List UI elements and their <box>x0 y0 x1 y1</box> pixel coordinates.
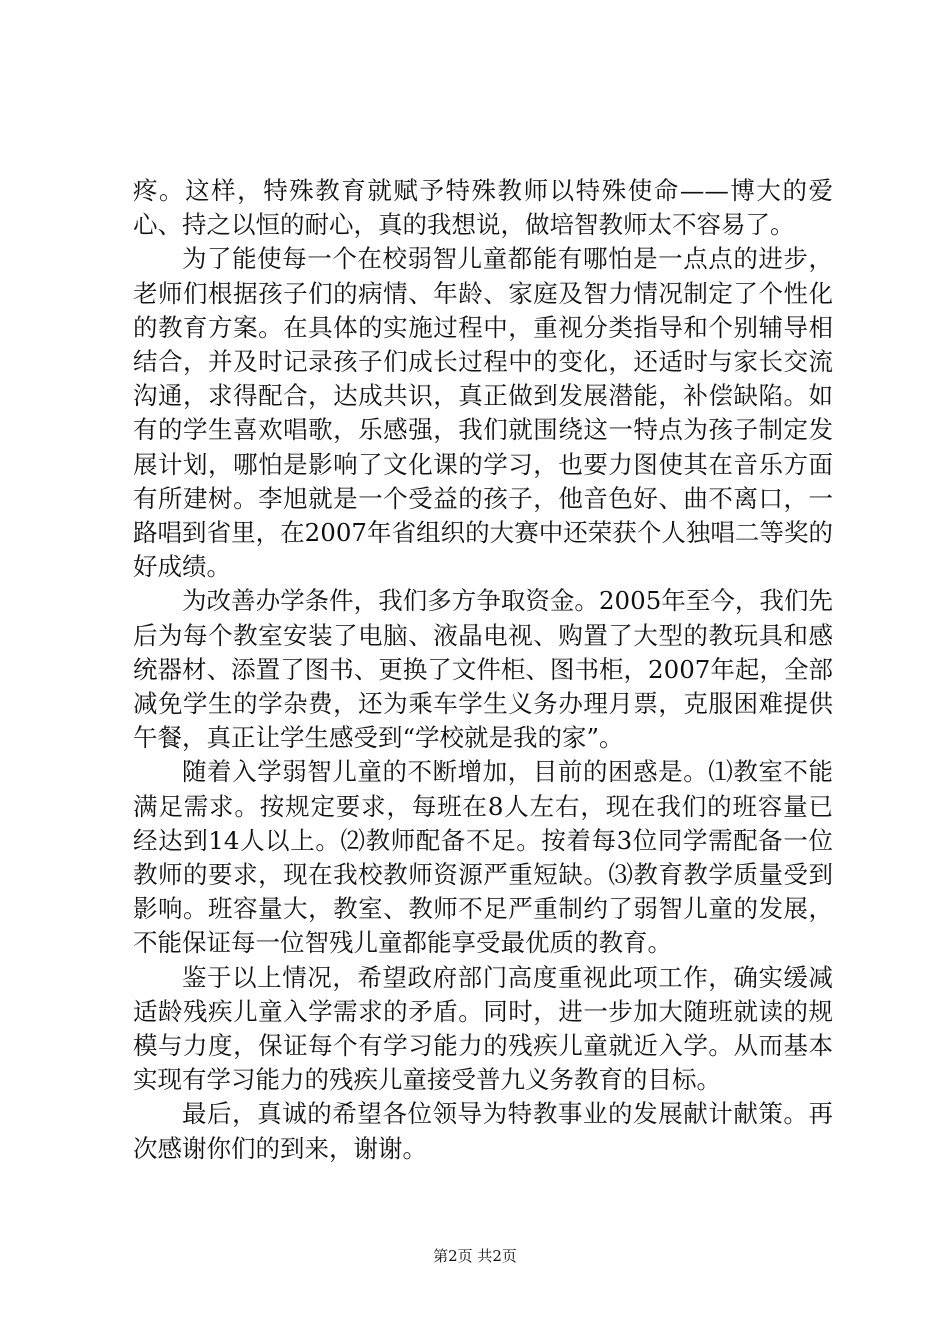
paragraph-request: 鉴于以上情况，希望政府部门高度重视此项工作，确实缓减适龄残疾儿童入学需求的矛盾。同时，进一步加大随班就读的规模与力度，保证每个有学习能力的残疾儿童就近入学。从而基本实现有学习能力的残疾儿童接受普九义务教育的目标。 <box>133 962 833 1095</box>
document-body <box>133 174 833 1166</box>
paragraph-school-conditions: 为改善办学条件，我们多方争取资金。2005年至今，我们先后为每个教室安装了电脑、液晶电视、购置了大型的教玩具和感统器材、添置了图书、更换了文件柜、图书柜，2007年起，全部减免学生的学杂费，还为乘车学生义务办理月票，克服困难提供午餐，真正让学生感受到“学校就是我的家”。 <box>133 586 833 753</box>
paragraph-closing: 最后，真诚的希望各位领导为特教事业的发展献计献策。再次感谢你们的到来，谢谢。 <box>133 1099 833 1163</box>
page-number-footer: 第2页 共2页 <box>433 1247 517 1265</box>
paragraph-education-plan: 为了能使每一个在校弱智儿童都能有哪怕是一点点的进步，老师们根据孩子们的病情、年龄、家庭及智力情况制定了个性化的教育方案。在具体的实施过程中，重视分类指导和个别辅导相结合，并及时记录孩子们成长过程中的变化，还适时与家长交流沟通，求得配合，达成共识，真正做到发展潜能，补偿缺陷。如有的学生喜欢唱歌，乐感强，我们就围绕这一特点为孩子制定发展计划，哪怕是影响了文化课的学习，也要力图使其在音乐方面有所建树。李旭就是一个受益的孩子，他音色好、曲不离口，一路唱到省里，在2007年省组织的大赛中还荣获个人独唱二等奖的好成绩。 <box>133 244 833 582</box>
paragraph-continuation: 疼。这样，特殊教育就赋予特殊教师以特殊使命——博大的爱心、持之以恒的耐心，真的我想说，做培智教师太不容易了。 <box>133 176 833 240</box>
paragraph-current-difficulties: 随着入学弱智儿童的不断增加，目前的困惑是。⑴教室不能满足需求。按规定要求，每班在8人左右，现在我们的班容量已经达到14人以上。⑵教师配备不足。按着每3位同学需配备一位教师的要求，现在我校教师资源严重短缺。⑶教育教学质量受到影响。班容量大，教室、教师不足严重制约了弱智儿童的发展，不能保证每一位智残儿童都能享受最优质的教育。 <box>133 757 833 958</box>
